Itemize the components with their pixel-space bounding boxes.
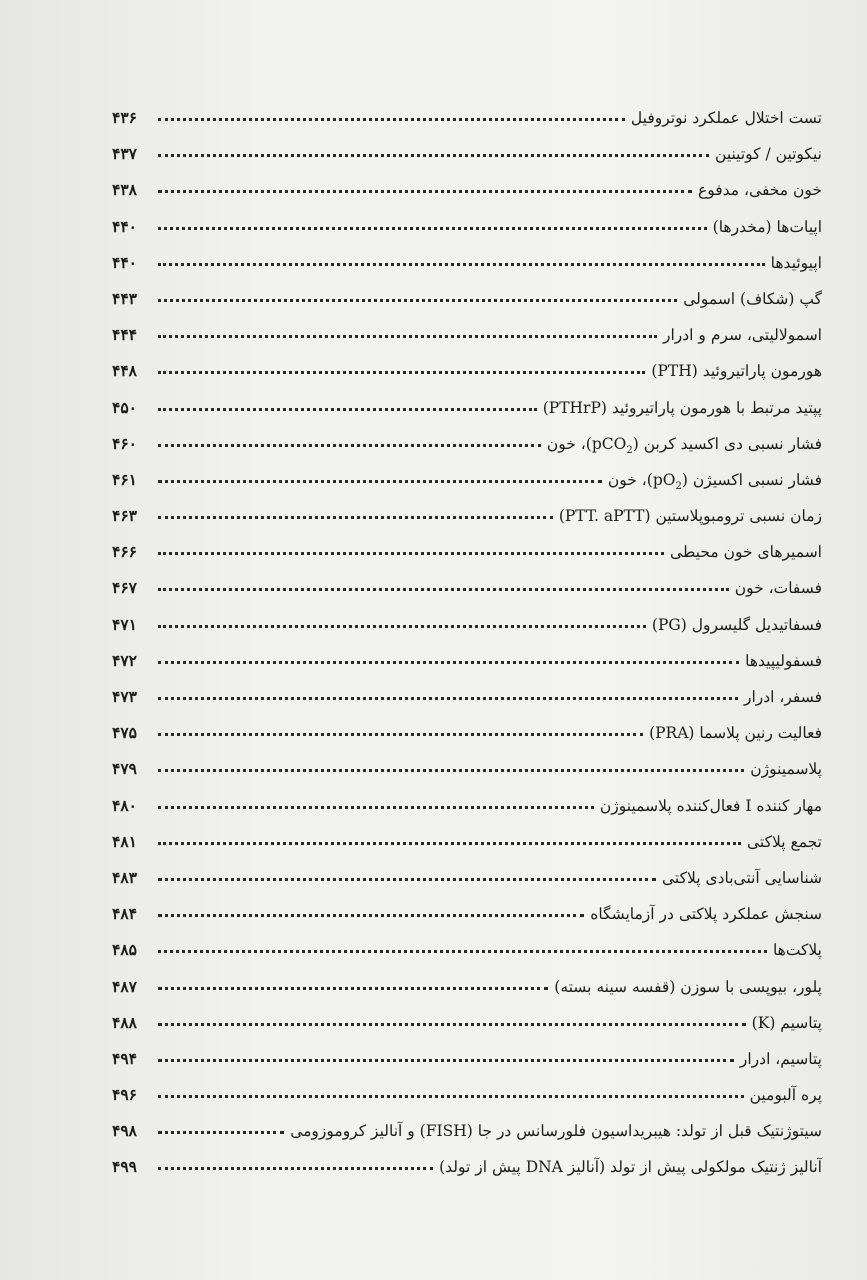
toc-entry-page-number: ۴۹۹ [112,1157,137,1177]
toc-entry [112,1113,822,1149]
toc-entry [112,896,822,932]
dot-leader [158,721,643,736]
toc-entry-page-number: ۴۸۰ [112,795,137,815]
toc-entry [112,534,822,570]
toc-entry-page-number: ۴۹۶ [112,1085,137,1105]
toc-entry-page-number: ۴۹۴ [112,1048,137,1068]
toc-entry-title: اپیوئیدها [770,253,822,272]
dot-leader [158,106,625,121]
toc-entry [112,824,822,860]
dot-leader [158,432,541,447]
dot-leader [158,215,707,230]
toc-entry [112,353,822,389]
toc-entry-page-number: ۴۴۰ [112,252,137,272]
toc-entry-title: فشار نسبی اکسیژن $(pO_2)،$ خون [607,470,822,492]
dot-leader [158,975,548,990]
toc-entry-page-number: ۴۸۳ [112,867,137,887]
toc-entry [112,136,822,172]
toc-entry-title: پره آلبومین [749,1086,822,1105]
toc-entry-page-number: ۴۷۹ [112,759,137,779]
table-of-contents [112,100,822,1186]
toc-entry-title: اسمولالیتی، سرم و ادرار [663,326,822,345]
toc-entry-title: تجمع پلاکتی [747,832,822,851]
dot-leader [158,323,657,338]
dot-leader [158,576,729,591]
toc-entry-page-number: ۴۸۱ [112,831,137,851]
dot-leader [158,178,692,193]
toc-entry-page-number: ۴۸۵ [112,940,137,960]
dot-leader [158,794,594,809]
toc-entry [112,172,822,208]
toc-entry-page-number: ۴۸۴ [112,904,137,924]
toc-entry-title: فشار نسبی دی اکسید کربن (pCO$_2$)، خون [546,434,822,456]
toc-entry-page-number: ۴۶۱ [112,469,137,489]
toc-entry-title: زمان نسبی ترومبوپلاستین (PTT. aPTT) [558,507,822,526]
toc-entry [112,498,822,534]
toc-entry-page-number: ۴۷۱ [112,614,137,634]
toc-entry-title: فسفولیپیدها [745,651,822,670]
toc-entry-title: مهار کننده I فعال‌کننده پلاسمینوژن [599,796,822,815]
dot-leader [158,685,738,700]
toc-entry [112,715,822,751]
toc-entry-title: پتاسیم (K) [751,1013,822,1032]
toc-entry-title: گپ (شکاف) اسمولی [683,289,822,308]
dot-leader [158,866,656,881]
dot-leader [158,938,767,953]
dot-leader [158,1083,744,1098]
toc-entry-title: سیتوژنتیک قبل از تولد: هیبریداسیون فلورسانس در جا (FISH) و آنالیز کروموزومی [290,1122,822,1141]
dot-leader [158,359,645,374]
dot-leader [158,540,664,555]
toc-entry-title: اسمیرهای خون محیطی [670,543,822,562]
dot-leader [158,649,739,664]
toc-entry [112,209,822,245]
dot-leader [158,1155,433,1170]
toc-entry-title: تست اختلال عملکرد نوتروفیل [630,109,822,127]
toc-entry-title: پتاسیم، ادرار [739,1049,822,1068]
toc-entry-title: فسفر، ادرار [743,688,822,706]
toc-entry-title: فعالیت رنین پلاسما (PRA) [649,724,822,743]
toc-entry-title: پلاسمینوژن [750,760,822,779]
toc-entry [112,1077,822,1113]
toc-entry [112,643,822,679]
toc-entry-title: پلور، بیوپسی با سوزن (قفسه سینه بسته) [554,977,822,996]
dot-leader [158,396,537,411]
toc-entry-page-number: ۴۸۷ [112,976,137,996]
toc-entry-title: اپیات‌ها (مخدرها) [712,217,822,236]
toc-entry-page-number: ۴۶۳ [112,506,137,526]
toc-entry [112,570,822,606]
toc-entry-page-number: ۴۶۶ [112,542,137,562]
dot-leader [158,757,744,772]
dot-leader [158,830,741,845]
toc-entry-page-number: ۴۵۰ [112,397,137,417]
dot-leader [158,504,553,519]
toc-entry-page-number: ۴۴۳ [112,288,137,308]
toc-entry [112,1005,822,1041]
dot-leader [158,902,584,917]
toc-entry [112,607,822,643]
toc-entry [112,751,822,787]
toc-entry [112,1041,822,1077]
toc-entry-title: پپتید مرتبط با هورمون پاراتیروئید (PTHrP) [542,398,822,417]
dot-leader [158,142,709,157]
toc-entry-title: خون مخفی، مدفوع [698,181,822,200]
toc-entry-page-number: ۴۸۸ [112,1012,137,1032]
toc-entry-page-number: ۴۹۸ [112,1121,137,1141]
toc-entry-title: پلاکت‌ها [772,941,822,960]
dot-leader [158,1119,284,1134]
toc-entry [112,281,822,317]
toc-entry [112,969,822,1005]
toc-entry-page-number: ۴۳۷ [112,144,137,164]
toc-entry-page-number: ۴۴۰ [112,216,137,236]
toc-entry-page-number: ۴۳۶ [112,108,137,127]
toc-entry-page-number: ۴۷۲ [112,650,137,670]
toc-entry-title: سنجش عملکرد پلاکتی در آزمایشگاه [590,905,822,924]
toc-entry [112,462,822,498]
toc-entry [112,860,822,896]
toc-entry [112,317,822,353]
toc-entry-title: فسفاتیدیل گلیسرول (PG) [651,615,822,634]
dot-leader [158,1011,746,1026]
dot-leader [158,468,602,483]
toc-entry [112,932,822,968]
dot-leader [158,613,646,628]
dot-leader [158,251,765,266]
toc-entry [112,390,822,426]
toc-entry [112,1149,822,1185]
toc-entry-page-number: ۴۷۵ [112,723,137,743]
toc-entry-page-number: ۴۶۷ [112,578,137,598]
toc-entry-title: هورمون پاراتیروئید (PTH) [651,362,822,381]
toc-entry-page-number: ۴۳۸ [112,180,137,200]
toc-entry-page-number: ۴۴۴ [112,325,137,345]
toc-entry-page-number: ۴۷۳ [112,687,137,706]
toc-entry-title: آنالیز ژنتیک مولکولی پیش از تولد (آنالیز DNA پیش از تولد) [439,1158,822,1177]
toc-entry-page-number: ۴۴۸ [112,361,137,381]
toc-entry-title: نیکوتین / کوتینین [715,145,822,164]
toc-entry [112,679,822,715]
toc-entry-title: شناسایی آنتی‌بادی پلاکتی [661,868,822,887]
dot-leader [158,287,677,302]
toc-entry [112,100,822,136]
dot-leader [158,1047,734,1062]
toc-entry-page-number: ۴۶۰ [112,433,137,453]
toc-entry-title: فسفات، خون [734,579,822,598]
toc-entry [112,426,822,462]
toc-entry [112,788,822,824]
toc-entry [112,245,822,281]
